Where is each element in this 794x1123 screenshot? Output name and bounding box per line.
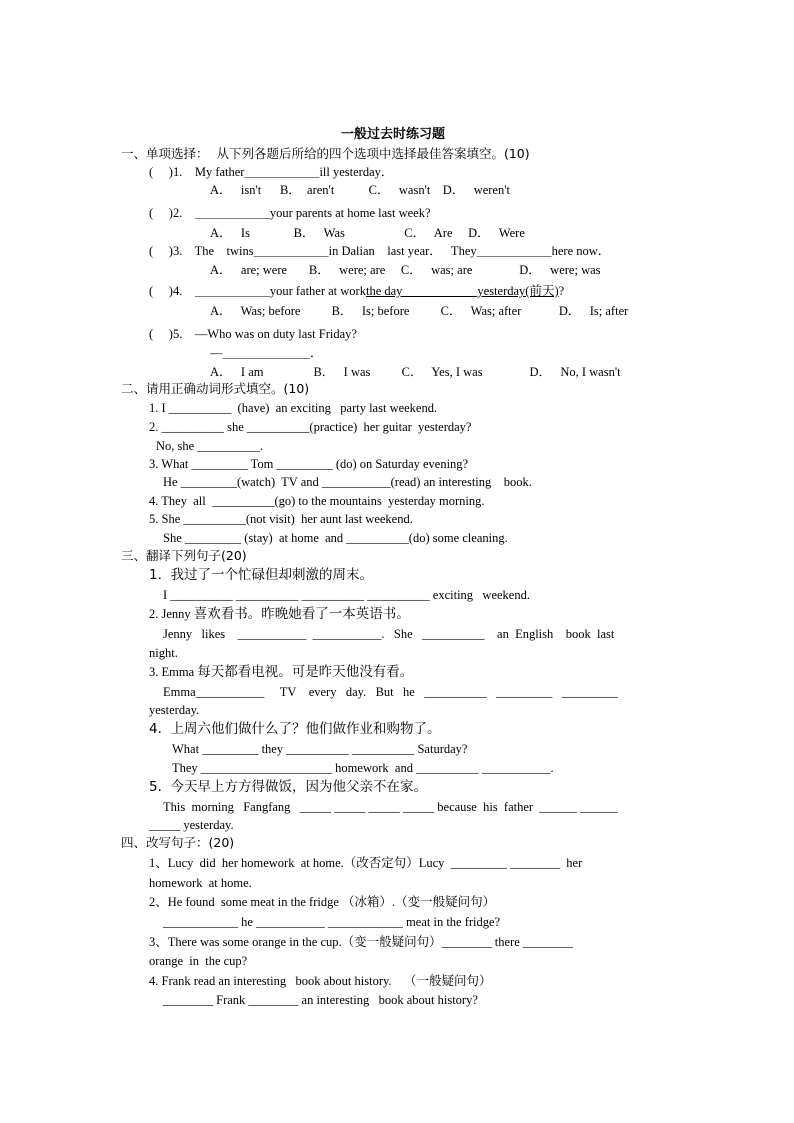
- translate-cn-1: 1. 我过了一个忙碌但却刺激的周末。: [149, 567, 373, 583]
- rewrite-1-cont: homework at home.: [149, 876, 252, 890]
- translate-en-2-cont: night.: [149, 646, 178, 660]
- section-4-heading: 四、改写句子：(20): [121, 835, 235, 850]
- fill-line-5: 5. She __________(not visit) her aunt last weekend.: [149, 512, 413, 526]
- translate-cn-4: 4. 上周六他们做什么了？他们做作业和购物了。: [149, 721, 441, 737]
- question-5-blank: —＿＿＿＿＿＿＿．: [210, 346, 323, 360]
- translate-en-3: Emma___________ TV every day. But he __________ _________ _________: [163, 685, 618, 699]
- translate-cn-5: 5. 今天早上方方得做饭，因为他父亲不在家。: [149, 779, 427, 795]
- section-3-heading: 三、翻译下列句子(20): [121, 548, 247, 563]
- question-2-options: A． Is B． Was C． Are D． Were: [210, 226, 525, 240]
- question-3-options: A． are; were B． were; are C． was; are D． were; was: [210, 263, 601, 277]
- fill-line-2-answer: No, she __________.: [156, 439, 263, 453]
- question-3: ( )3. The twins＿＿＿＿＿＿in Dalian last year． They＿＿＿＿＿＿here now．: [149, 244, 611, 258]
- question-5-options: A． I am B． I was C． Yes, I was D． No, I wasn't: [210, 365, 621, 379]
- translate-cn-2-name: 2. Jenny: [149, 607, 194, 621]
- fill-line-3: 3. What _________ Tom _________ (do) on Saturday evening?: [149, 457, 469, 471]
- question-1-options: A． isn't B． aren't C． wasn't D． weren't: [210, 183, 510, 197]
- question-4-start: ( )4. ＿＿＿＿＿＿your father at work: [149, 284, 366, 298]
- translate-en-5-cont: _____ yesterday.: [149, 818, 234, 832]
- rewrite-2: 2、He found some meat in the fridge （冰箱）.（变一般疑问句）: [149, 895, 496, 909]
- translate-en-5: This morning Fangfang _____ _____ _____ _____ because his father ______ ______: [163, 800, 618, 814]
- translate-en-2: Jenny likes ___________ ___________. She __________ an English book last: [163, 627, 615, 641]
- translate-cn-2-text: 喜欢看书。昨晚她看了一本英语书。: [193, 606, 410, 622]
- question-4-underlined: the day＿＿＿＿＿＿yesterday(前天): [365, 284, 559, 298]
- translate-en-4a: What _________ they __________ __________ Saturday?: [172, 742, 468, 756]
- fill-line-5-answer: She _________ (stay) at home and __________(do) some cleaning.: [163, 531, 508, 545]
- section-2-heading: 二、请用正确动词形式填空。(10): [121, 381, 310, 396]
- rewrite-2-answer: ____________ he ___________ ____________ meat in the fridge?: [163, 915, 501, 929]
- fill-line-3-answer: He _________(watch) TV and ___________(read) an interesting book.: [163, 475, 532, 489]
- rewrite-1: 1、Lucy did her homework at home.（改否定句）Lucy _________ ________ her: [149, 856, 583, 870]
- translate-en-1: I __________ __________ __________ __________ exciting weekend.: [163, 588, 530, 602]
- translate-cn-3-text: 每天都看电视。可是昨天他没有看。: [197, 664, 414, 680]
- translate-cn-2: [149, 606, 410, 622]
- question-1: ( )1. My father＿＿＿＿＿＿ill yesterday．: [149, 165, 394, 179]
- translate-en-4b: They _____________________ homework and __________ ___________.: [172, 761, 554, 775]
- rewrite-4: 4. Frank read an interesting book about history. （一般疑问句）: [149, 974, 492, 988]
- rewrite-3-cont: orange in the cup?: [149, 954, 248, 968]
- page-title: 一般过去时练习题: [341, 127, 446, 142]
- translate-en-3-cont: yesterday.: [149, 703, 200, 717]
- fill-line-4: 4. They all __________(go) to the mountains yesterday morning.: [149, 494, 485, 508]
- fill-line-2: 2. __________ she __________(practice) her guitar yesterday?: [149, 420, 472, 434]
- section-1-heading: 一、单项选择： 从下列各题后所给的四个选项中选择最佳答案填空。(10): [121, 146, 530, 161]
- translate-cn-3: [149, 664, 413, 680]
- rewrite-3: 3、There was some orange in the cup.（变一般疑问句）________ there ________: [149, 935, 573, 949]
- translate-cn-3-name: 3. Emma: [149, 665, 198, 679]
- question-2: ( )2. ＿＿＿＿＿＿your parents at home last week?: [149, 206, 431, 220]
- rewrite-4-answer: ________ Frank ________ an interesting book about history?: [163, 993, 478, 1007]
- question-4-options: A． Was; before B． Is; before C． Was; after D． Is; after: [210, 304, 629, 318]
- question-5: ( )5. —Who was on duty last Friday?: [149, 327, 357, 341]
- question-4-end: ?: [558, 284, 565, 298]
- fill-line-1: 1. I __________ (have) an exciting party last weekend.: [149, 401, 438, 415]
- question-4: [149, 283, 564, 299]
